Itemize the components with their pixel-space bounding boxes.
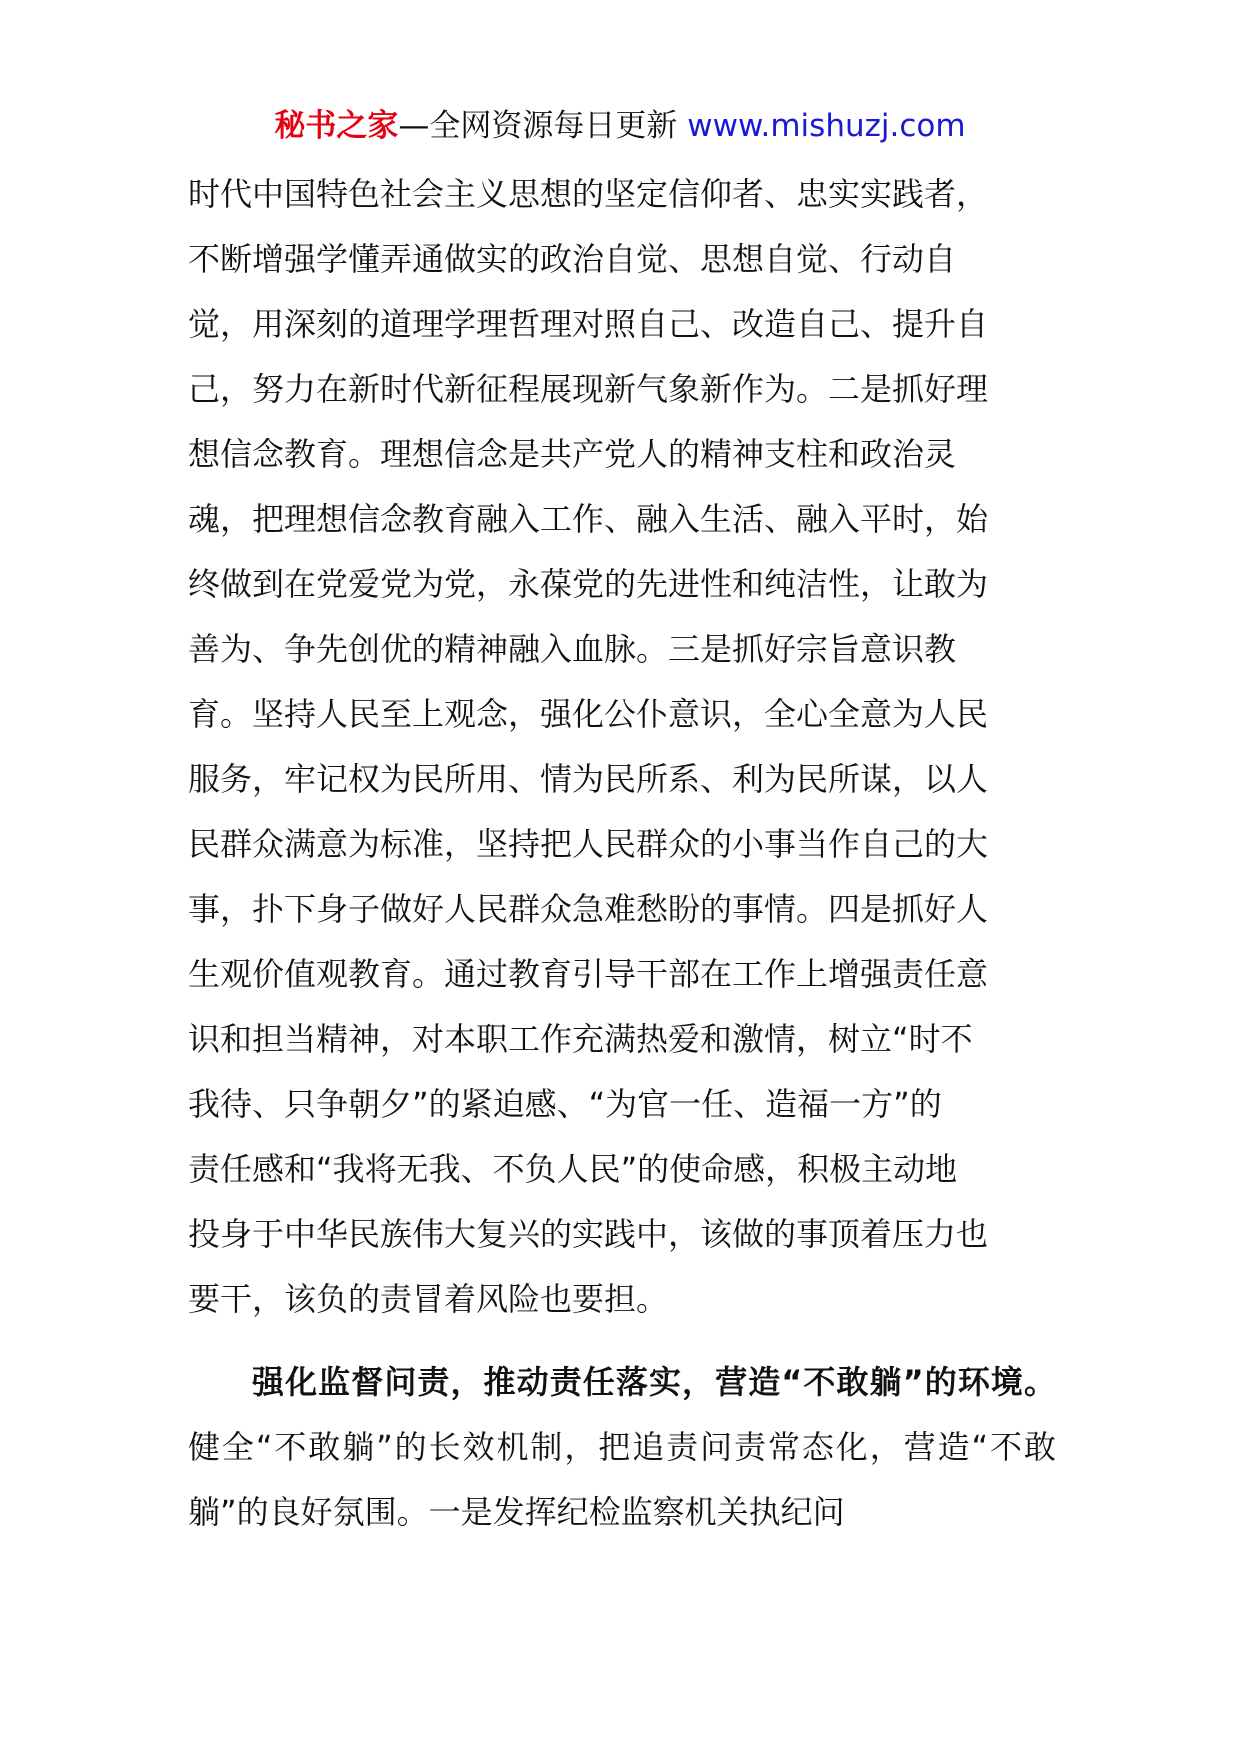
text-line: 要干，该负的责冒着风险也要担。 bbox=[188, 1280, 669, 1318]
document-body bbox=[188, 162, 1056, 1545]
text-line: 想信念教育。理想信念是共产党人的精神支柱和政治灵 bbox=[188, 435, 957, 473]
paragraph-1 bbox=[188, 162, 1056, 1332]
text-line: 魂，把理想信念教育融入工作、融入生活、融入平时，始 bbox=[188, 500, 989, 538]
page-header bbox=[0, 104, 1240, 148]
text-line: 我待、只争朝夕”的紧迫感、“为官一任、造福一方”的 bbox=[188, 1085, 942, 1123]
text-line: 投身于中华民族伟大复兴的实践中，该做的事顶着压力也 bbox=[188, 1215, 989, 1253]
text-line: 服务，牢记权为民所用、情为民所系、利为民所谋，以人 bbox=[188, 760, 989, 798]
text-line: 不断增强学懂弄通做实的政治自觉、思想自觉、行动自 bbox=[188, 240, 957, 278]
text-line: 民群众满意为标准，坚持把人民群众的小事当作自己的大 bbox=[188, 825, 989, 863]
text-line: 善为、争先创优的精神融入血脉。三是抓好宗旨意识教 bbox=[188, 630, 957, 668]
text-line: 生观价值观教育。通过教育引导干部在工作上增强责任意 bbox=[188, 955, 989, 993]
text-line: 事，扑下身子做好人民群众急难愁盼的事情。四是抓好人 bbox=[188, 890, 989, 928]
text-line: 责任感和“我将无我、不负人民”的使命感，积极主动地 bbox=[188, 1150, 958, 1188]
site-url-link[interactable]: www.mishuzj.com bbox=[687, 108, 966, 144]
text-line: 时代中国特色社会主义思想的坚定信仰者、忠实实践者， bbox=[188, 175, 989, 213]
section-heading: 强化监督问责，推动责任落实，营造“不敢躺”的环境。 bbox=[252, 1363, 1056, 1401]
header-tagline: —全网资源每日更新 bbox=[398, 108, 688, 144]
paragraph-2 bbox=[188, 1350, 1056, 1545]
text-line: 识和担当精神，对本职工作充满热爱和激情，树立“时不 bbox=[188, 1020, 973, 1058]
brand-name: 秘书之家 bbox=[274, 108, 399, 144]
paragraph-2-body: 健全“不敢躺”的长效机制，把追责问责常态化，营造“不敢躺”的良好氛围。一是发挥纪检监察机关执纪问 bbox=[188, 1428, 1056, 1531]
text-line: 育。坚持人民至上观念，强化公仆意识，全心全意为人民 bbox=[188, 695, 989, 733]
text-line: 觉，用深刻的道理学理哲理对照自己、改造自己、提升自 bbox=[188, 305, 989, 343]
text-line: 己，努力在新时代新征程展现新气象新作为。二是抓好理 bbox=[188, 370, 989, 408]
text-line: 终做到在党爱党为党，永葆党的先进性和纯洁性，让敢为 bbox=[188, 565, 989, 603]
